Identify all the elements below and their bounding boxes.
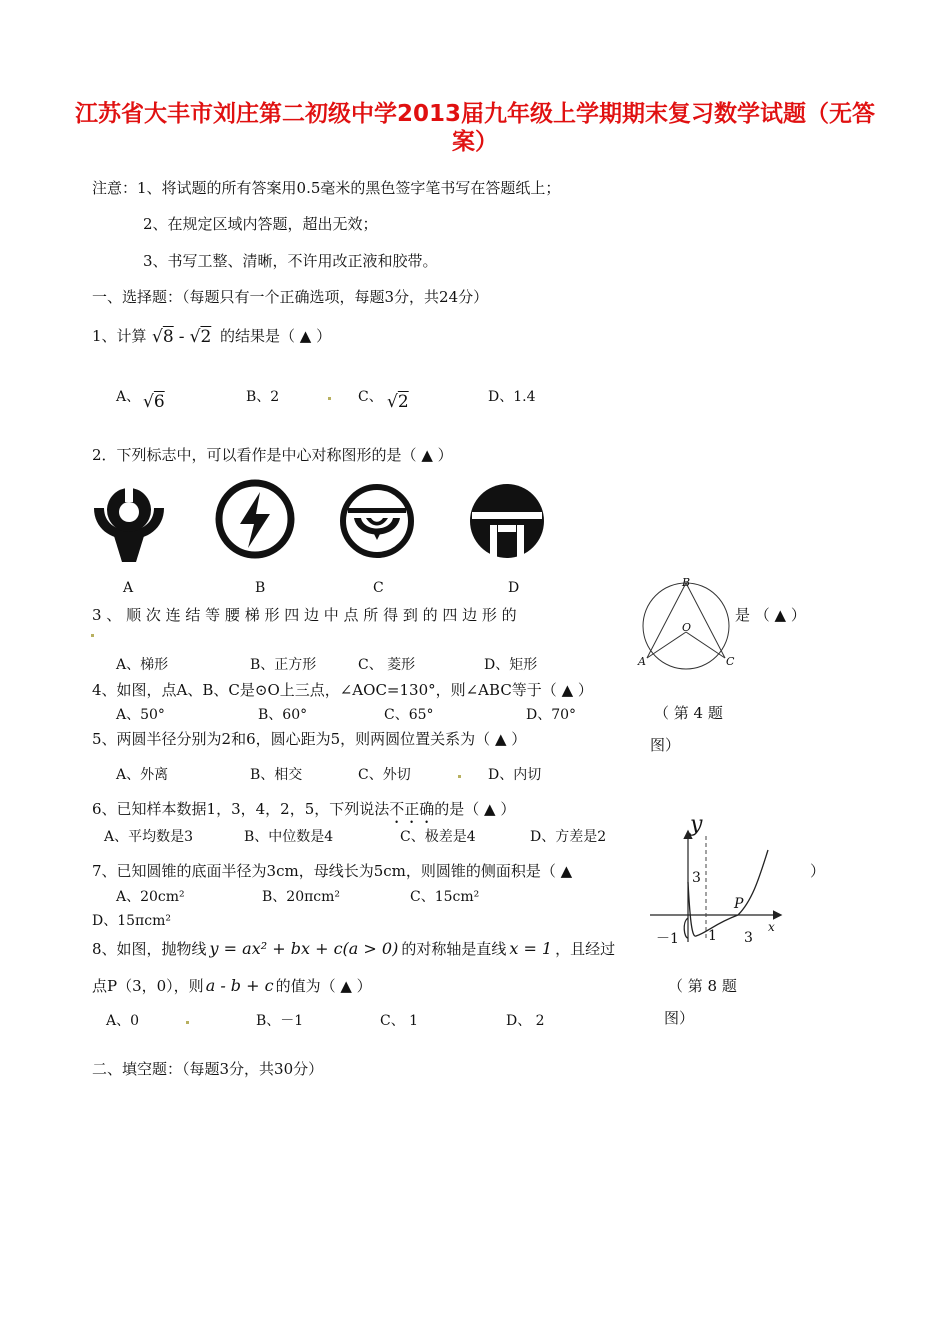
q7-option-a: A、20cm² — [116, 889, 185, 905]
q6-option-c: C、极差是4 — [400, 829, 476, 845]
q1-expression — [152, 327, 211, 347]
q8-label-p: P — [734, 896, 744, 912]
q8-label-three-y: 3 — [692, 870, 701, 886]
q8-figure-caption-end: 图） — [664, 1009, 695, 1027]
q3-option-b: B、正方形 — [250, 657, 317, 673]
q2-label-b: B — [255, 580, 266, 596]
q8-text-line-2: 点P（3，0），则 a - b + c 的值为（ ▲ ） — [92, 976, 372, 995]
sqrt-icon: √ — [152, 327, 163, 347]
q1-option-c-value: √2 — [387, 392, 409, 412]
q4-option-a: A、50° — [116, 707, 165, 723]
speck-mark — [91, 634, 94, 637]
q8-label-neg-one: －1 — [656, 931, 679, 947]
q4-text: 4、如图，点A、B、C是⊙O上三点，∠AOC=130°，则∠ABC等于（ ▲ ） — [92, 681, 593, 699]
sqrt-icon: √ — [387, 392, 398, 412]
q1-option-c-label: C、 — [358, 389, 383, 405]
note-2: 2、在规定区域内答题，超出无效； — [143, 215, 378, 233]
q1-option-d: D、1.4 — [488, 389, 536, 405]
q1-prefix: 1、计算 — [92, 327, 147, 345]
q4-figure-caption-end: 图） — [650, 736, 681, 754]
q8-axis-y-label: y — [690, 812, 703, 837]
q8-expression: a - b + c — [205, 976, 274, 995]
lightning-logo-icon — [214, 478, 296, 560]
q8-text-line-1: 8、如图，抛物线 y = ax² + bx + c(a > 0) 的对称轴是直线 x = 1 ，且经过 — [92, 939, 616, 958]
q3-option-d: D、矩形 — [484, 657, 538, 673]
q3-text: 3 、 顺 次 连 结 等 腰 梯 形 四 边 中 点 所 得 到 的 四 边 形 的 — [92, 606, 517, 624]
section-1-heading: 一、选择题：（每题只有一个正确选项，每题3分，共24分） — [92, 288, 489, 306]
q2-label-d: D — [508, 580, 520, 596]
q1-option-a-label: A、 — [116, 389, 141, 405]
note-3: 3、书写工整、清晰，不许用改正液和胶带。 — [143, 252, 438, 270]
q5-option-b: B、相交 — [250, 767, 303, 783]
q8-option-b: B、－1 — [256, 1013, 304, 1029]
sqrt-icon: √ — [143, 392, 154, 412]
q6-option-a: A、平均数是3 — [104, 829, 194, 845]
q1-radicand-b: 2 — [200, 327, 212, 347]
q7-option-d: D、15πcm² — [92, 913, 171, 929]
q1-option-b: B、2 — [246, 389, 280, 405]
logo-c-icon — [338, 482, 416, 560]
q2-label-a: A — [123, 580, 134, 596]
q8-formula: y = ax² + bx + c(a > 0) — [209, 939, 399, 958]
q3-option-a: A、梯形 — [116, 657, 169, 673]
logo-d-icon — [468, 482, 546, 560]
q1-option-a-value: √6 — [143, 392, 165, 412]
q8-axis-equation: x = 1 — [509, 939, 553, 958]
q4-label-a: A — [638, 655, 646, 668]
q8-figure-caption: （ 第 8 题 — [668, 977, 737, 995]
q7-text: 7、已知圆锥的底面半径为3cm，母线长为5cm，则圆锥的侧面积是（ ▲ — [92, 862, 573, 880]
q8-parabola-figure — [648, 820, 788, 945]
q4-label-c: C — [726, 655, 735, 668]
q4-option-d: D、70° — [526, 707, 577, 723]
q3-option-c: C、 菱形 — [358, 657, 416, 673]
speck-mark — [186, 1021, 189, 1024]
q5-option-d: D、内切 — [488, 767, 542, 783]
q5-text: 5、两圆半径分别为2和6，圆心距为5，则两圆位置关系为（ ▲ ） — [92, 730, 527, 748]
speck-mark — [458, 775, 461, 778]
page-title: 江苏省大丰市刘庄第二初级中学2013届九年级上学期期末复习数学试题（无答案） — [74, 101, 875, 155]
sqrt-icon: √ — [189, 327, 201, 347]
q6-text: 6、已知样本数据1，3，4，2，5，下列说法不正确的是（ ▲ ） — [92, 800, 516, 818]
q6-emphasis: 不正确 — [389, 800, 435, 818]
q7-option-b: B、20πcm² — [262, 889, 341, 905]
q8-label-one: 1 — [708, 928, 717, 944]
q7-option-c: C、15cm² — [410, 889, 480, 905]
section-2-heading: 二、填空题：（每题3分，共30分） — [92, 1060, 324, 1078]
q8-axis-x-label: x — [768, 920, 775, 934]
q4-option-c: C、65° — [384, 707, 434, 723]
q5-option-c: C、外切 — [358, 767, 411, 783]
q1-minus: - — [178, 327, 185, 347]
speck-mark — [328, 397, 331, 400]
q1-suffix: 的结果是（ ▲ ） — [220, 327, 332, 345]
q8-option-c: C、 1 — [380, 1013, 419, 1029]
q8-option-a: A、0 — [106, 1013, 140, 1029]
logo-a-icon — [92, 480, 166, 562]
q8-label-three-x: 3 — [744, 930, 753, 946]
q2-text: 2．下列标志中，可以看作是中心对称图形的是（ ▲ ） — [92, 446, 453, 464]
q6-option-b: B、中位数是4 — [244, 829, 334, 845]
q7-text-end: ） — [810, 862, 826, 880]
q4-figure-caption: （ 第 4 题 — [654, 704, 723, 722]
q3-text-end: 是 （ ▲ ） — [735, 606, 806, 624]
q4-option-b: B、60° — [258, 707, 308, 723]
q2-label-c: C — [373, 580, 384, 596]
q4-label-b: B — [682, 576, 691, 589]
q4-label-o: O — [682, 621, 692, 634]
q6-option-d: D、方差是2 — [530, 829, 607, 845]
q8-option-d: D、 2 — [506, 1013, 545, 1029]
note-1: 注意：1、将试题的所有答案用0.5毫米的黑色签字笔书写在答题纸上； — [92, 179, 561, 197]
q1-radicand-a: 8 — [162, 327, 174, 347]
q5-option-a: A、外离 — [116, 767, 169, 783]
